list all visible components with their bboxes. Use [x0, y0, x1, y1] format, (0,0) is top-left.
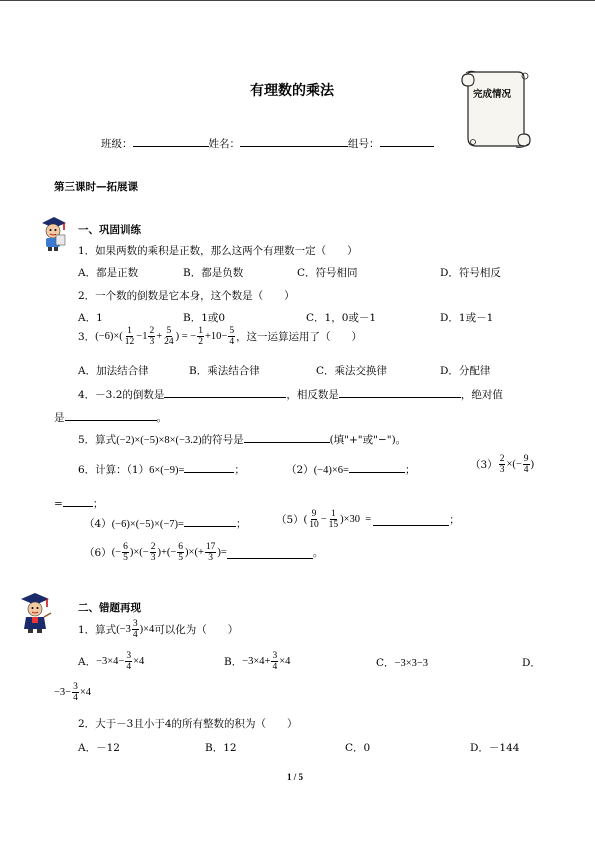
- q2-stem: 2．一个数的倒数是它本身，这个数是（ ）: [78, 290, 295, 302]
- q4-line1: [78, 386, 503, 402]
- q1-option-d[interactable]: D．符号相反: [440, 267, 501, 279]
- class-field[interactable]: [133, 135, 209, 147]
- q2-option-c[interactable]: C．1，0或－1: [306, 312, 377, 324]
- q1-stem: 1．如果两数的乘积是正数，那么这两个有理数一定（ ）: [78, 245, 358, 257]
- s2-q1-option-c[interactable]: [376, 655, 428, 670]
- q2-option-a[interactable]: A．1: [78, 312, 103, 324]
- s2-q1-c-label: C．: [376, 657, 395, 669]
- section2-heading: 二、错题再现: [78, 602, 141, 614]
- s2-q1-suffix: 可以化为（ ）: [154, 624, 239, 636]
- q6-semi4: ；: [235, 518, 247, 530]
- s2-q1-stem: [78, 619, 238, 640]
- q6-intro: 6．计算：（1）: [78, 464, 150, 476]
- teacher-avatar-icon: [18, 591, 52, 636]
- q6-blank5[interactable]: [373, 514, 449, 526]
- s2-q1-prefix: 1．算式: [78, 624, 117, 636]
- scroll-badge: [458, 68, 534, 150]
- name-field[interactable]: [240, 135, 348, 147]
- q3-option-a[interactable]: A．加法结合律: [78, 365, 149, 377]
- q4-text1: 4．－3.2的倒数是: [78, 389, 165, 401]
- q6-label4: （4）: [84, 518, 112, 530]
- s2-q1-b-label: B．: [224, 656, 243, 668]
- q5-text3: (填"+"或"−")。: [329, 434, 407, 446]
- q6-semi5: ；: [449, 514, 460, 526]
- q4-blank-abs[interactable]: [65, 409, 157, 421]
- q3-option-c[interactable]: C．乘法交换律: [316, 365, 388, 377]
- group-label: 组号：: [348, 138, 380, 150]
- s2-q2-option-b[interactable]: B．12: [205, 742, 237, 754]
- q2-option-d[interactable]: D．1或－1: [440, 312, 494, 324]
- q4-blank-reciprocal[interactable]: [164, 386, 286, 398]
- q6-expr2: (−4)×6=: [313, 465, 349, 476]
- q1-option-c[interactable]: C．符号相同: [297, 267, 358, 279]
- s2-q1-c-expr: −3×3−3: [394, 658, 429, 669]
- lesson-title: 第三课时—拓展课: [54, 181, 138, 193]
- q6-expr4: (−6)×(−5)×(−7)=: [111, 519, 184, 530]
- s2-q2-option-c[interactable]: C．0: [345, 742, 371, 754]
- q6-semi3: ；: [92, 498, 104, 510]
- scroll-icon: [458, 68, 534, 150]
- q6-label3: （3）: [470, 459, 498, 471]
- q5-text2: 的符号是: [201, 434, 244, 446]
- q6-blank2[interactable]: [349, 461, 405, 473]
- q6-expr6: (− $\frac{6}{5}$ )×(− $\frac{2}{3}$ )+(− $\frac{6}{5}$ )×(+ $\frac{17}{3}$ )=: [111, 542, 227, 563]
- student-info-row: [101, 135, 434, 151]
- q6-semi2: ；: [404, 464, 416, 476]
- q1-option-b[interactable]: B．都是负数: [183, 267, 244, 279]
- q6-line1: [78, 461, 245, 477]
- q1-option-a[interactable]: A．都是正数: [78, 267, 139, 279]
- s2-q2-option-a[interactable]: A．－12: [78, 742, 120, 754]
- s2-q2-stem: 2．大于－3且小于4的所有整数的积为（ ）: [78, 718, 298, 730]
- page-title: 有理数的乘法: [250, 83, 334, 99]
- q3-suffix: ，这一运算运用了（ ）: [236, 331, 363, 343]
- q3-prefix: 3．: [78, 331, 96, 343]
- q4-line2: [54, 409, 167, 425]
- q6-blank6[interactable]: [227, 547, 313, 559]
- q6-item5: [276, 509, 460, 530]
- page-number: 1 / 5: [287, 772, 304, 782]
- q4-text4: 是: [54, 412, 65, 424]
- q6-end: 。: [312, 547, 324, 559]
- q6-expr5: ( $\frac{9}{10}$ − $\frac{1}{15}$ )×30 =: [303, 509, 372, 530]
- q6-item2: [286, 461, 415, 477]
- q6-label6: （6）: [84, 547, 112, 559]
- top-rule: [0, 0, 595, 1]
- name-label: 姓名：: [208, 138, 240, 150]
- s2-q1-a-expr: −3×4− $\frac{3}{4}$ ×4: [96, 651, 145, 672]
- q6-label2: （2）: [286, 464, 314, 476]
- q6-item3: [470, 454, 534, 475]
- q4-text2: ，相反数是: [286, 389, 339, 401]
- s2-q1-option-d-label[interactable]: D．: [522, 657, 541, 669]
- q6-blank1[interactable]: [184, 461, 234, 473]
- q4-blank-opposite[interactable]: [339, 386, 461, 398]
- group-field[interactable]: [380, 135, 434, 147]
- q6-semi1: ；: [234, 464, 245, 476]
- completion-label: 完成情况: [473, 89, 512, 100]
- s2-q1-option-b[interactable]: [224, 651, 290, 672]
- q3-option-d[interactable]: D．分配律: [440, 365, 491, 377]
- q2-option-b[interactable]: B．1或0: [183, 312, 226, 324]
- q4-text3: ，绝对值: [460, 389, 503, 401]
- q5-blank[interactable]: [244, 431, 330, 443]
- q6-expr3: $\frac{2}{3}$ ×(− $\frac{9}{4}$ ): [499, 454, 535, 475]
- q4-text5: 。: [156, 412, 167, 424]
- s2-q1-b-expr: −3×4+ $\frac{3}{4}$ ×4: [242, 651, 291, 672]
- q5-stem: [78, 431, 406, 447]
- s2-q1-option-d-expr[interactable]: −3− $\frac{3}{4}$ ×4: [54, 682, 92, 703]
- q3-option-b[interactable]: B．乘法结合律: [189, 365, 260, 377]
- s2-q2-option-d[interactable]: D．－144: [470, 742, 520, 754]
- q6-item4: [84, 515, 246, 531]
- section1-heading: 一、巩固训练: [78, 224, 141, 236]
- q6-item6: [84, 542, 323, 563]
- class-label: 班级：: [101, 138, 133, 150]
- q6-eq3: =: [54, 498, 63, 510]
- student-avatar-icon: [38, 215, 68, 254]
- s2-q1-option-a[interactable]: [78, 651, 144, 672]
- q6-label5: （5）: [276, 514, 304, 526]
- q6-blank3[interactable]: [63, 495, 93, 507]
- q3-expression: (−6)×( $\frac{1}{12}$ −1 $\frac{2}{3}$ + $\frac{5}{24}$ ) = − $\frac{1}{2}$ +10− $\frac{5}{4}$: [95, 326, 235, 347]
- q6-blank4[interactable]: [184, 515, 236, 527]
- q5-expression: (−2)×(−5)×8×(−3.2): [116, 435, 202, 446]
- q6-expr1: 6×(−9)=: [149, 465, 185, 476]
- s2-q1-a-label: A．: [78, 656, 97, 668]
- q3-stem: [78, 326, 362, 347]
- q6-item3-answer: [54, 495, 103, 511]
- s2-q1-expression: (−3 $\frac{3}{4}$ )×4: [116, 619, 155, 640]
- q5-text1: 5．算式: [78, 434, 117, 446]
